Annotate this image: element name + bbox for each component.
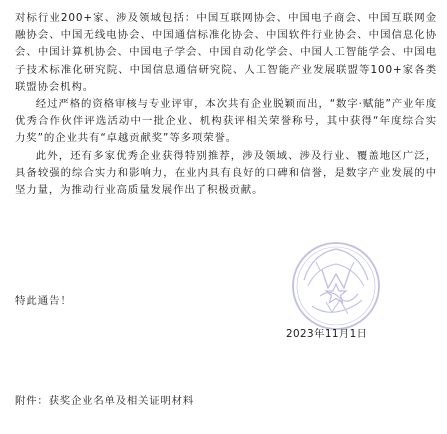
paragraph-intro: 对标行业200+家、涉及领域包括：中国互联网协会、中国电子商会、中国互联网金融协会、中国无线电协会、中国通信标准化协会、中国软件行业协会、中国信息化协会、中国计算机协会、中国电子学会、中国自动化学会、中国人工智能学会、中国电子技术标准化研究院、中国信息通信研究院、人工智能产业发展联盟等100+家各类联盟协会机构。 (15, 12, 437, 93)
congratulations-text: 特此通告！ (15, 295, 72, 307)
document-body (15, 10, 437, 199)
attachment-note: 附件：获奖企业名单及相关证明材料 (15, 395, 195, 407)
document-date: 2023年11月1日 (286, 328, 368, 340)
paragraph-additional: 此外，还有多家优秀企业获得特别推荐，涉及领域、涉及行业、覆盖地区广泛，具备较强的综合实力和影响力，在业内具有良好的口碑和信誉，是数字产业发展的中坚力量，为推动行业高质量发展作出了积极贡献。 (15, 149, 437, 197)
paragraph-review: 经过严格的资格审核与专业评审，本次共有企业脱颖而出，“数字·赋能”产业年度优秀合作伙伴评选活动中一批企业、机构获评相关荣誉称号，其中获得“年度综合实力奖”的企业共有“卓越贡献奖”等多项荣誉。 (15, 98, 437, 145)
official-seal-stamp (290, 240, 382, 332)
